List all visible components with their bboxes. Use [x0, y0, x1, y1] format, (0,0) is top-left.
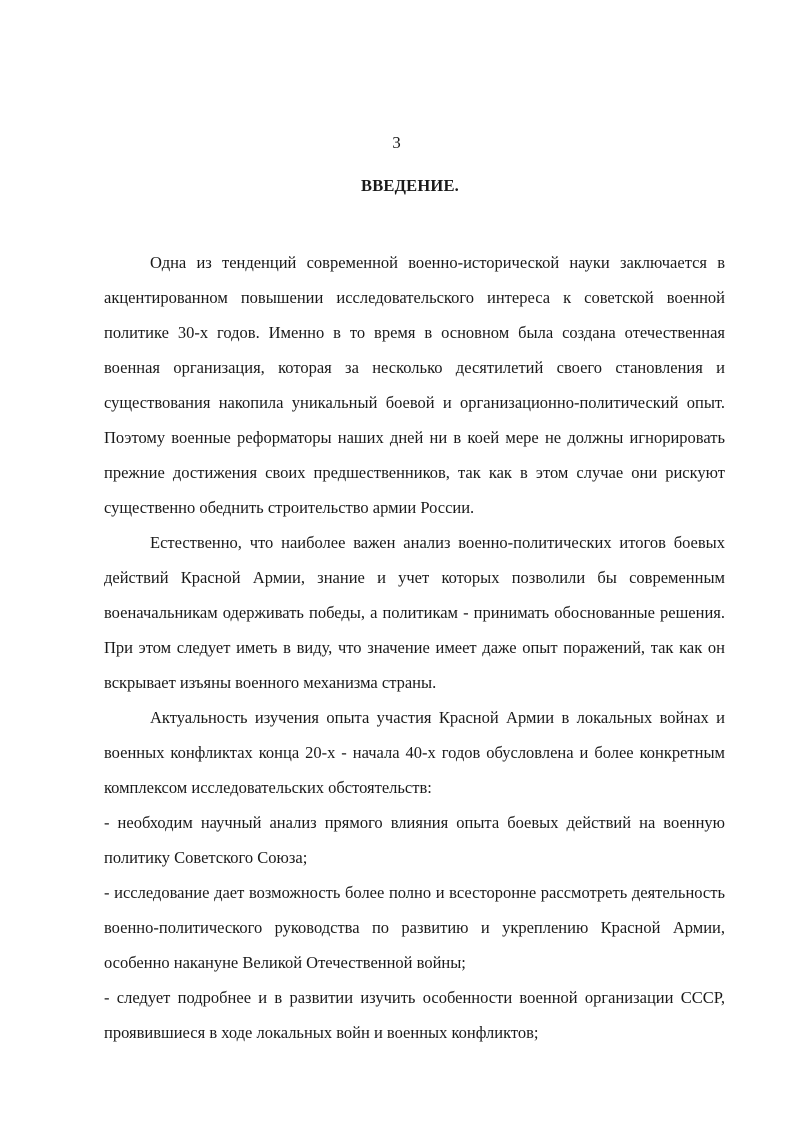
- list-item: - исследование дает возможность более полно и всесторонне рассмотреть деятельность военно-политического руководства по развитию и укреплению Красной Армии, особенно накануне Великой Отечественной войны;: [104, 883, 725, 972]
- list-item: - следует подробнее и в развитии изучить особенности военной организации СССР, проявившиеся в ходе локальных войн и военных конфликтов;: [104, 988, 725, 1042]
- list-item: - необходим научный анализ прямого влияния опыта боевых действий на военную политику Советского Союза;: [104, 813, 725, 867]
- page-title: ВВЕДЕНИЕ.: [361, 176, 459, 195]
- body-text: [104, 245, 725, 1050]
- page-number: 3: [392, 133, 401, 152]
- paragraph: Естественно, что наиболее важен анализ военно-политических итогов боевых действий Красной Армии, знание и учет которых позволили бы современным военачальникам одерживать победы, а политикам - принимать обоснованные решения. При этом следует иметь в виду, что значение имеет даже опыт поражений, так как он вскрывает изъяны военного механизма страны.: [104, 533, 725, 692]
- paragraph: Одна из тенденций современной военно-исторической науки заключается в акцентированном повышении исследовательского интереса к советской военной политике 30-х годов. Именно в то время в основном была создана отечественная военная организация, которая за несколько десятилетий своего становления и существования накопила уникальный боевой и организационно-политический опыт. Поэтому военные реформаторы наших дней ни в коей мере не должны игнорировать прежние достижения своих предшественников, так как в этом случае они рискуют существенно обеднить строительство армии России.: [104, 253, 725, 517]
- paragraph: Актуальность изучения опыта участия Красной Армии в локальных войнах и военных конфликтах конца 20-х - начала 40-х годов обусловлена и более конкретным комплексом исследовательских обстоятельств:: [104, 708, 725, 797]
